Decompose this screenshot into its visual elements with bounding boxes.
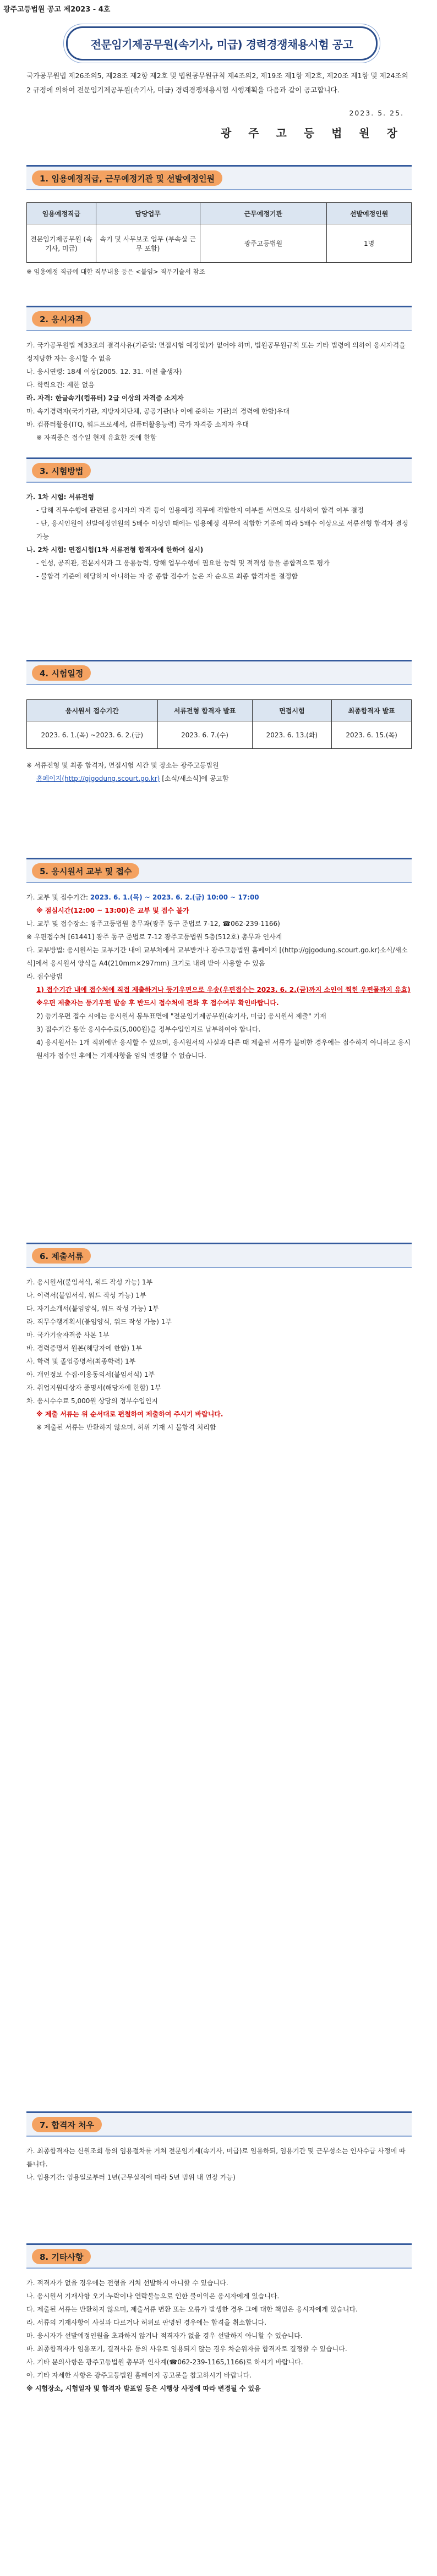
table-cell: 2023. 6. 15.(목)	[332, 721, 412, 749]
list-item: 가. 국가공무원법 제33조의 결격사유(기준일: 면접시험 예정일)가 없어야 하며, 법원공무원규칙 또는 기타 법령에 의하여 응시자격을 정지당한 자는 응시할 수 없음	[26, 341, 406, 362]
list-item: 라. 접수방법	[26, 973, 63, 980]
treatment-list	[26, 2144, 412, 2184]
apply-period: 2023. 6. 1.(목) ~ 2023. 6. 2.(금) 10:00 ~ 17:00	[90, 893, 259, 901]
table-cell: 2023. 6. 7.(수)	[157, 721, 252, 749]
table-cell: 전문임기제공무원 (속기사, 미급)	[27, 224, 96, 263]
list-item: 바. 컴퓨터활용(ITQ, 워드프로세서, 컴퓨터활용능력) 국가 자격증 소지자 우대	[26, 421, 249, 428]
section-header-6	[26, 1243, 412, 1268]
title-banner	[66, 26, 378, 60]
section-title: 3. 시험방법	[32, 463, 91, 478]
list-item: 다. 자기소개서(붙임양식, 워드 작성 가능) 1부	[26, 1305, 159, 1312]
list-item: 마. 국가기술자격증 사본 1부	[26, 1331, 110, 1339]
section-title: 5. 응시원서 교부 및 접수	[32, 863, 139, 879]
page-title: 전문임기제공무원(속기사, 미급) 경력경쟁채용시험 공고	[90, 37, 353, 51]
list-item: 바. 경력증명서 원본(해당자에 한함) 1부	[26, 1344, 142, 1352]
list-item: 아. 기타 자세한 사항은 광주고등법원 홈페이지 공고문을 참고하시기 바랍니다.	[26, 2371, 252, 2379]
announcement-number: 광주고등법원 공고 제2023 - 4호	[3, 5, 111, 14]
list-item: 3) 접수기간 동안 응시수수료(5,000원)을 정부수입인지로 납부하여야 합니다.	[36, 1025, 261, 1033]
list-item: 라. 서류의 기재사항이 사실과 다르거나 허위로 판명된 경우에는 합격을 취소합니다.	[26, 2319, 267, 2326]
list-item: 사. 기타 문의사항은 광주고등법원 총무과 인사계(☎062-239-1165,1166)로 하시기 바랍니다.	[26, 2358, 303, 2366]
list-item: ※ 시험장소, 시험일자 및 합격자 발표일 등은 시행상 사정에 따라 변경될 수 있음	[26, 2385, 261, 2392]
schedule-table	[26, 699, 412, 749]
documents-list	[26, 1276, 412, 1434]
list-item: - 단, 응시인원이 선발예정인원의 5배수 이상인 때에는 임용예정 직무에 적합한 기준에 따라 5배수 이상으로 서류전형 합격자 결정 가능	[36, 520, 408, 540]
list-item: 4) 응시원서는 1개 직위에만 응시할 수 있으며, 응시원서의 사실과 다른 때 제출된 서류가 불비한 경우에는 접수하지 아니하고 응시원서가 접수된 후에는 기재사항을 임의 변경할 수 없습니다.	[36, 1039, 411, 1060]
schedule-note	[26, 759, 412, 785]
table-header: 임용예정직급	[27, 203, 96, 224]
table-note: ※ 임용예정 직급에 대한 직무내용 등은 <붙임> 직무기술서 참조	[26, 268, 205, 275]
table-header: 응시원서 접수기간	[27, 700, 158, 721]
list-item: 차. 응시수수료 5,000원 상당의 정부수입인지	[26, 1397, 158, 1405]
list-item: 나. 이력서(붙임서식, 워드 작성 가능) 1부	[26, 1292, 146, 1299]
list-item: 다. 교부방법: 응시원서는 교부기간 내에 교부처에서 교부받거나 광주고등법원 홈페이지 [(http://gjgodung.scourt.go.kr)소식/새소식]에서 응시원서 양식을 A4(210mm×297mm) 크기로 내려 받아 사용할 수 있음	[26, 946, 408, 967]
list-item: - 불합격 기준에 해당하지 아니하는 자 중 종합 점수가 높은 자 순으로 최종 합격자를 결정함	[36, 572, 298, 580]
homepage-link[interactable]: 홈페이지(http://gjgodung.scourt.go.kr)	[36, 775, 160, 782]
list-item: - 인성, 공직관, 전문지식과 그 응용능력, 당해 업무수행에 필요한 능력 및 적격성 등을 종합적으로 평가	[36, 559, 330, 567]
list-item: ※ 점심시간(12:00 ~ 13:00)은 교부 및 접수 불가	[36, 907, 189, 914]
list-item: 라. 직무수행계획서(붙임양식, 워드 작성 가능) 1부	[26, 1318, 172, 1326]
list-item: 가. 적격자가 없을 경우에는 전형을 거쳐 선발하지 아니할 수 있습니다.	[26, 2279, 228, 2287]
section-header-4	[26, 660, 412, 685]
section-header-2	[26, 306, 412, 331]
issuer-signature: 광 주 고 등 법 원 장	[220, 126, 404, 140]
list-item: 아. 개인정보 수집·이용동의서(붙임서식) 1부	[26, 1371, 155, 1378]
list-item: 가. 응시원서(붙임서식, 워드 작성 가능) 1부	[26, 1278, 153, 1286]
list-item: ※ 제출된 서류는 반환하지 않으며, 허위 기재 시 불합격 처리함	[36, 1424, 216, 1431]
note-line: ※ 서류전형 및 최종 합격자, 면접시험 시간 및 장소는 광주고등법원	[26, 762, 219, 769]
table-header: 선발예정인원	[327, 203, 412, 224]
list-item: 나. 교부 및 접수장소: 광주고등법원 총무과(광주 동구 준법로 7-12, ☎062-239-1166)	[26, 920, 280, 928]
table-cell: 2023. 6. 13.(화)	[252, 721, 332, 749]
list-item: 다. 제출된 서류는 반환하지 않으며, 제출서류 변환 또는 오류가 발생한 경우 그에 대한 책임은 응시자에게 있습니다.	[26, 2305, 358, 2313]
section-header-3	[26, 457, 412, 483]
section-title: 2. 응시자격	[32, 311, 91, 327]
section-title: 8. 기타사항	[32, 2249, 91, 2264]
intro-paragraph: 국가공무원법 제26조의5, 제28조 제2항 제2호 및 법원공무원규칙 제4조의2, 제19조 제1항 제2호, 제20조 제1항 및 제24조의2 규정에 의하여 전문임기제공무원(속기사, 미급) 경력경쟁채용시험 시행계획을 다음과 같이 공고합니다.	[26, 71, 408, 94]
list-item: ※ 우편접수처 [61441] 광주 동구 준법로 7-12 광주고등법원 5층(512호) 총무과 인사계	[26, 933, 282, 941]
table-header: 서류전형 합격자 발표	[157, 700, 252, 721]
list-item: 가. 1차 시험: 서류전형	[26, 493, 94, 501]
list-item: 마. 속기경력자(국가기관, 지방자치단체, 공공기관(나 이에 준하는 기관)의 경력에 한함)우대	[26, 407, 290, 415]
table-header: 담당업무	[96, 203, 200, 224]
publish-date: 2023. 5. 25.	[349, 109, 404, 117]
section-title: 6. 제출서류	[32, 1248, 91, 1264]
section-title: 1. 임용예정직급, 근무예정기관 및 선발예정인원	[32, 170, 222, 186]
positions-table	[26, 202, 412, 263]
list-item: - 담해 직무수행에 관련된 응시자의 자격 등이 임용예정 직무에 적합한지 여부를 서면으로 심사하여 합격 여부 결정	[36, 506, 364, 514]
table-cell: 광주고등법원	[200, 224, 327, 263]
list-item: 1) 접수기간 내에 접수처에 직접 제출하거나 등기우편으로 우송(우편접수는 2023. 6. 2.(금)까지 소인이 찍힌 우편물까지 유효)	[36, 986, 411, 994]
table-cell: 속기 및 사무보조 업무 (부속실 근무 포함)	[96, 224, 200, 263]
section-title: 7. 합격자 처우	[32, 2117, 102, 2132]
table-header: 면접시험	[252, 700, 332, 721]
list-item: 라. 자격: 한글속기(컴퓨터) 2급 이상의 자격증 소지자	[26, 394, 184, 402]
list-item: 나. 응시원서 기재사항 오기·누락이나 연락불능으로 인한 불이익은 응시자에게 있습니다.	[26, 2292, 280, 2300]
table-cell: 2023. 6. 1.(목) ~2023. 6. 2.(금)	[27, 721, 158, 749]
note-line: [소식/새소식]에 공고함	[162, 775, 229, 782]
section-header-8	[26, 2243, 412, 2269]
qualification-list	[26, 339, 412, 444]
table-header: 근무예정기관	[200, 203, 327, 224]
list-item: 나. 임용기간: 임용일로부터 1년(근무실적에 따라 5년 범위 내 연장 가능)	[26, 2174, 236, 2181]
list-item: ※우편 제출자는 등기우편 발송 후 반드시 접수처에 전화 후 접수여부 확인바랍니다.	[36, 999, 279, 1007]
table-header: 최종합격자 발표	[332, 700, 412, 721]
list-item: 바. 최종합격자가 임용포기, 결격사유 등의 사유로 임용되지 않는 경우 차순위자를 합격자로 결정할 수 있습니다.	[26, 2345, 347, 2353]
list-item: 사. 학력 및 졸업증명서(최종학력) 1부	[26, 1358, 136, 1365]
section-title: 4. 시험일정	[32, 665, 91, 681]
table-cell: 1명	[327, 224, 412, 263]
apply-list	[26, 891, 412, 1062]
list-item: 가. 교부 및 접수기간:	[26, 893, 89, 901]
list-item: 나. 응시연령: 18세 이상(2005. 12. 31. 이전 출생자)	[26, 368, 182, 376]
section-header-7	[26, 2111, 412, 2137]
section-header-1	[26, 165, 412, 190]
section-header-5	[26, 858, 412, 883]
list-item: 다. 학력요건: 제한 없음	[26, 381, 95, 389]
list-item: 가. 최종합격자는 신원조회 등의 임용절차를 거쳐 전문임기제(속기사, 미급)로 임용하되, 임용기간 및 근무성소는 인사수급 사정에 따릅니다.	[26, 2147, 406, 2168]
method-list	[26, 490, 412, 583]
list-item: 마. 응시자가 선발예정인원을 초과하지 않거나 적격자가 없을 경우 선발하지 아니할 수 있습니다.	[26, 2332, 303, 2340]
list-item: 자. 취업지원대상자 증명서(해당자에 한함) 1부	[26, 1384, 161, 1392]
list-item: 2) 등기우편 접수 시에는 응시원서 봉투표면에 "전문임기제공무원(속기사, 미급) 응시원서 제출" 기재	[36, 1012, 326, 1020]
list-item: ※ 제출 서류는 위 순서대로 편철하여 제출하여 주시기 바랍니다.	[36, 1410, 223, 1418]
list-item: ※ 자격증은 접수일 현재 유효한 것에 한함	[36, 434, 157, 442]
list-item: 나. 2차 시험: 면접시험(1차 서류전형 합격자에 한하여 실시)	[26, 546, 204, 554]
misc-list	[26, 2276, 412, 2395]
